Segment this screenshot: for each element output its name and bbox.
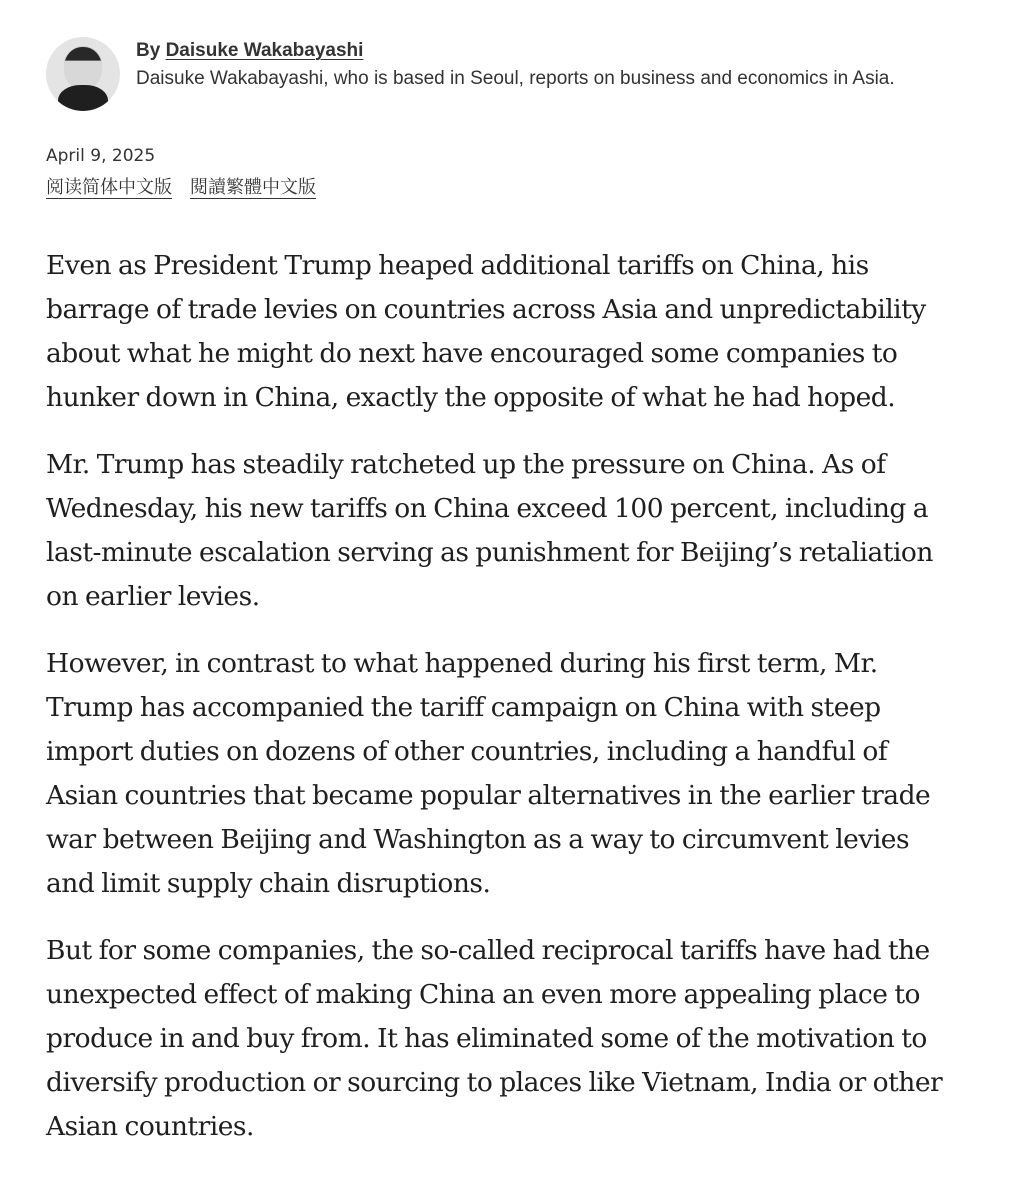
article-paragraph: But for some companies, the so-called reciprocal tariffs have had the unexpected effect of making China an even more appealing place to produce in and buy from. It has eliminated some of the motivation to diversify production or sourcing to places like Vietnam, India or other Asian countries. (46, 935, 943, 1142)
language-links (46, 176, 316, 200)
article-paragraph: Mr. Trump has steadily ratcheted up the pressure on China. As of Wednesday, his new tariffs on China exceed 100 percent, including a last-minute escalation serving as punishment for Beijing’s retaliation on earlier levies. (46, 449, 933, 612)
article-meta (46, 144, 316, 200)
simplified-chinese-link[interactable]: 阅读简体中文版 (46, 177, 172, 198)
article-body (46, 244, 946, 1172)
byline-prefix: By (136, 40, 166, 61)
publication-date: April 9, 2025 (46, 146, 156, 166)
author-bio: Daisuke Wakabayashi, who is based in Seoul, reports on business and economics in Asia. (136, 68, 895, 89)
article-paragraph: Even as President Trump heaped additional tariffs on China, his barrage of trade levies on countries across Asia and unpredictability about what he might do next have encouraged some companies to hunker down in China, exactly the opposite of what he had hoped. (46, 250, 926, 413)
byline-name (136, 39, 941, 63)
author-avatar (46, 37, 120, 111)
byline-block (46, 37, 946, 111)
author-link[interactable]: Daisuke Wakabayashi (165, 40, 364, 61)
article-paragraph: However, in contrast to what happened during his first term, Mr. Trump has accompanied the tariff campaign on China with steep import duties on dozens of other countries, including a handful of Asian countries that became popular alternatives in the earlier trade war between Beijing and Washington as a way to circumvent levies and limit supply chain disruptions. (46, 648, 931, 899)
traditional-chinese-link[interactable]: 閱讀繁體中文版 (190, 177, 316, 198)
byline-text (136, 37, 941, 94)
